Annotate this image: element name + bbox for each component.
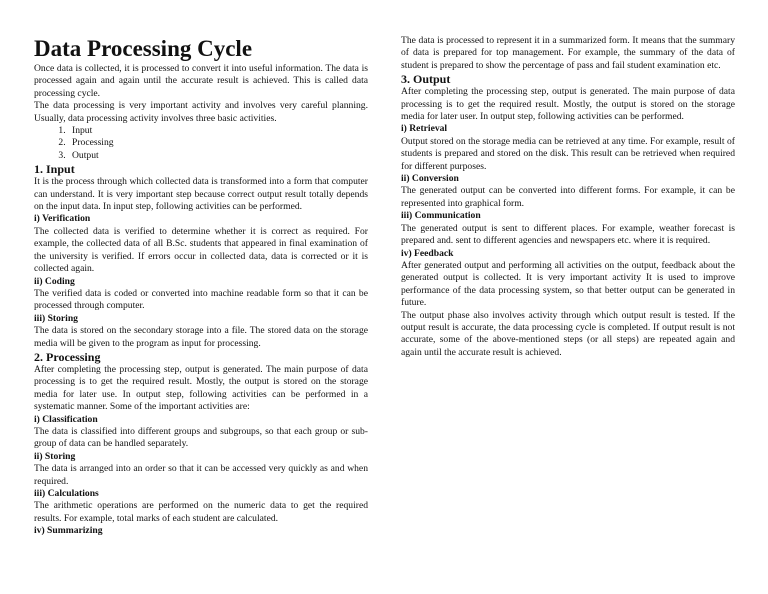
verification-paragraph: The collected data is verified to determine whether it is correct as required. For example, the collected data of all B.Sc. students that appeared in final examination of the university is verified. If errors occur in collected data, data is corrected or it is collected again. — [34, 225, 368, 275]
subheading-conversion: ii) Conversion — [401, 173, 459, 185]
list-item: 2. Processing — [68, 137, 368, 149]
subheading-summarizing: iv) Summarizing — [34, 525, 103, 537]
right-column — [401, 35, 735, 359]
list-item: 1. Input — [68, 125, 368, 137]
input-paragraph: It is the process through which collected data is transformed into a form that computer can understand. It is very important step because correct output result totally depends on the input data. In input step, following activities can be performed. — [34, 176, 368, 213]
section-heading-input: 1. Input — [34, 162, 75, 177]
communication-paragraph: The generated output is sent to different places. For example, weather forecast is prepared and. sent to different agencies and newspapers etc. where it is required. — [401, 222, 735, 247]
output-paragraph: After completing the processing step, output is generated. The main purpose of data processing is to get the required result. Mostly, the output is stored on the storage media for later user. In output step, following activities can be performed. — [401, 86, 735, 123]
coding-paragraph: The verified data is coded or converted into machine readable form so that it can be processed through computer. — [34, 287, 368, 312]
storing-paragraph: The data is stored on the secondary storage into a file. The stored data on the storage media will be given to the program as input for processing. — [34, 325, 368, 349]
classification-paragraph: The data is classified into different groups and subgroups, so that each group or sub-group of data can be handled separately. — [34, 425, 368, 450]
list-item: 3. Output — [68, 150, 368, 162]
intro-paragraph-2: The data processing is very important activity and involves very careful planning. Usually, data processing activity involves three basic activities. — [34, 100, 368, 124]
summarizing-paragraph: The data is processed to represent it in a summarized form. It means that the summary of data is prepared for top management. For example, the summary of the data of student is prepared to show the percentage of pass and fail student examination etc. — [401, 35, 735, 71]
intro-paragraph-1: Once data is collected, it is processed to convert it into useful information. The data is processed again and again until the accurate result is achieved. This is called data processing cycle. — [34, 63, 368, 99]
subheading-retrieval: i) Retrieval — [401, 123, 448, 135]
closing-paragraph: The output phase also involves activity through which output result is tested. If the output result is accurate, the data processing cycle is completed. If output result is not accurate, some of the above-mentioned steps (or all steps) are repeated again and again until the accurate result is achieved. — [401, 309, 735, 358]
document-title: Data Processing Cycle — [34, 36, 253, 61]
left-column — [34, 36, 368, 538]
subheading-verification: i) Verification — [34, 213, 91, 225]
calculations-paragraph: The arithmetic operations are performed on the numeric data to get the required results. For example, total marks of each student are calculated. — [34, 500, 368, 524]
section-heading-processing: 2. Processing — [34, 349, 101, 364]
subheading-classification: i) Classification — [34, 413, 98, 425]
section-heading-output: 3. Output — [401, 72, 451, 87]
feedback-paragraph: After generated output and performing all activities on the output, feedback about the generated output is collected. It is very important activity It is used to improve performance of the data processing system, so that better output can be generated in future. — [401, 259, 735, 309]
subheading-storing-2: ii) Storing — [34, 450, 76, 462]
conversion-paragraph: The generated output can be converted into different forms. For example, it can be represented into graphical form. — [401, 185, 735, 209]
storing-2-paragraph: The data is arranged into an order so that it can be accessed very quickly as and when required. — [34, 463, 368, 487]
subheading-calculations: iii) Calculations — [34, 488, 99, 499]
subheading-communication: iii) Communication — [401, 210, 481, 222]
subheading-coding: ii) Coding — [34, 275, 75, 287]
processing-paragraph: After completing the processing step, output is generated. The main purpose of data processing is to get the required result. Mostly, the output is stored on the storage media for later use. In output step, following activities can be performed in a systematic manner. Some of the important activities are: — [34, 363, 368, 413]
subheading-feedback: iv) Feedback — [401, 247, 454, 259]
subheading-storing: iii) Storing — [34, 312, 78, 324]
activities-list — [34, 125, 368, 162]
retrieval-paragraph: Output stored on the storage media can be retrieved at any time. For example, result of students is prepared and stored on the disk. This result can be retrieved when required for different purposes. — [401, 135, 735, 172]
